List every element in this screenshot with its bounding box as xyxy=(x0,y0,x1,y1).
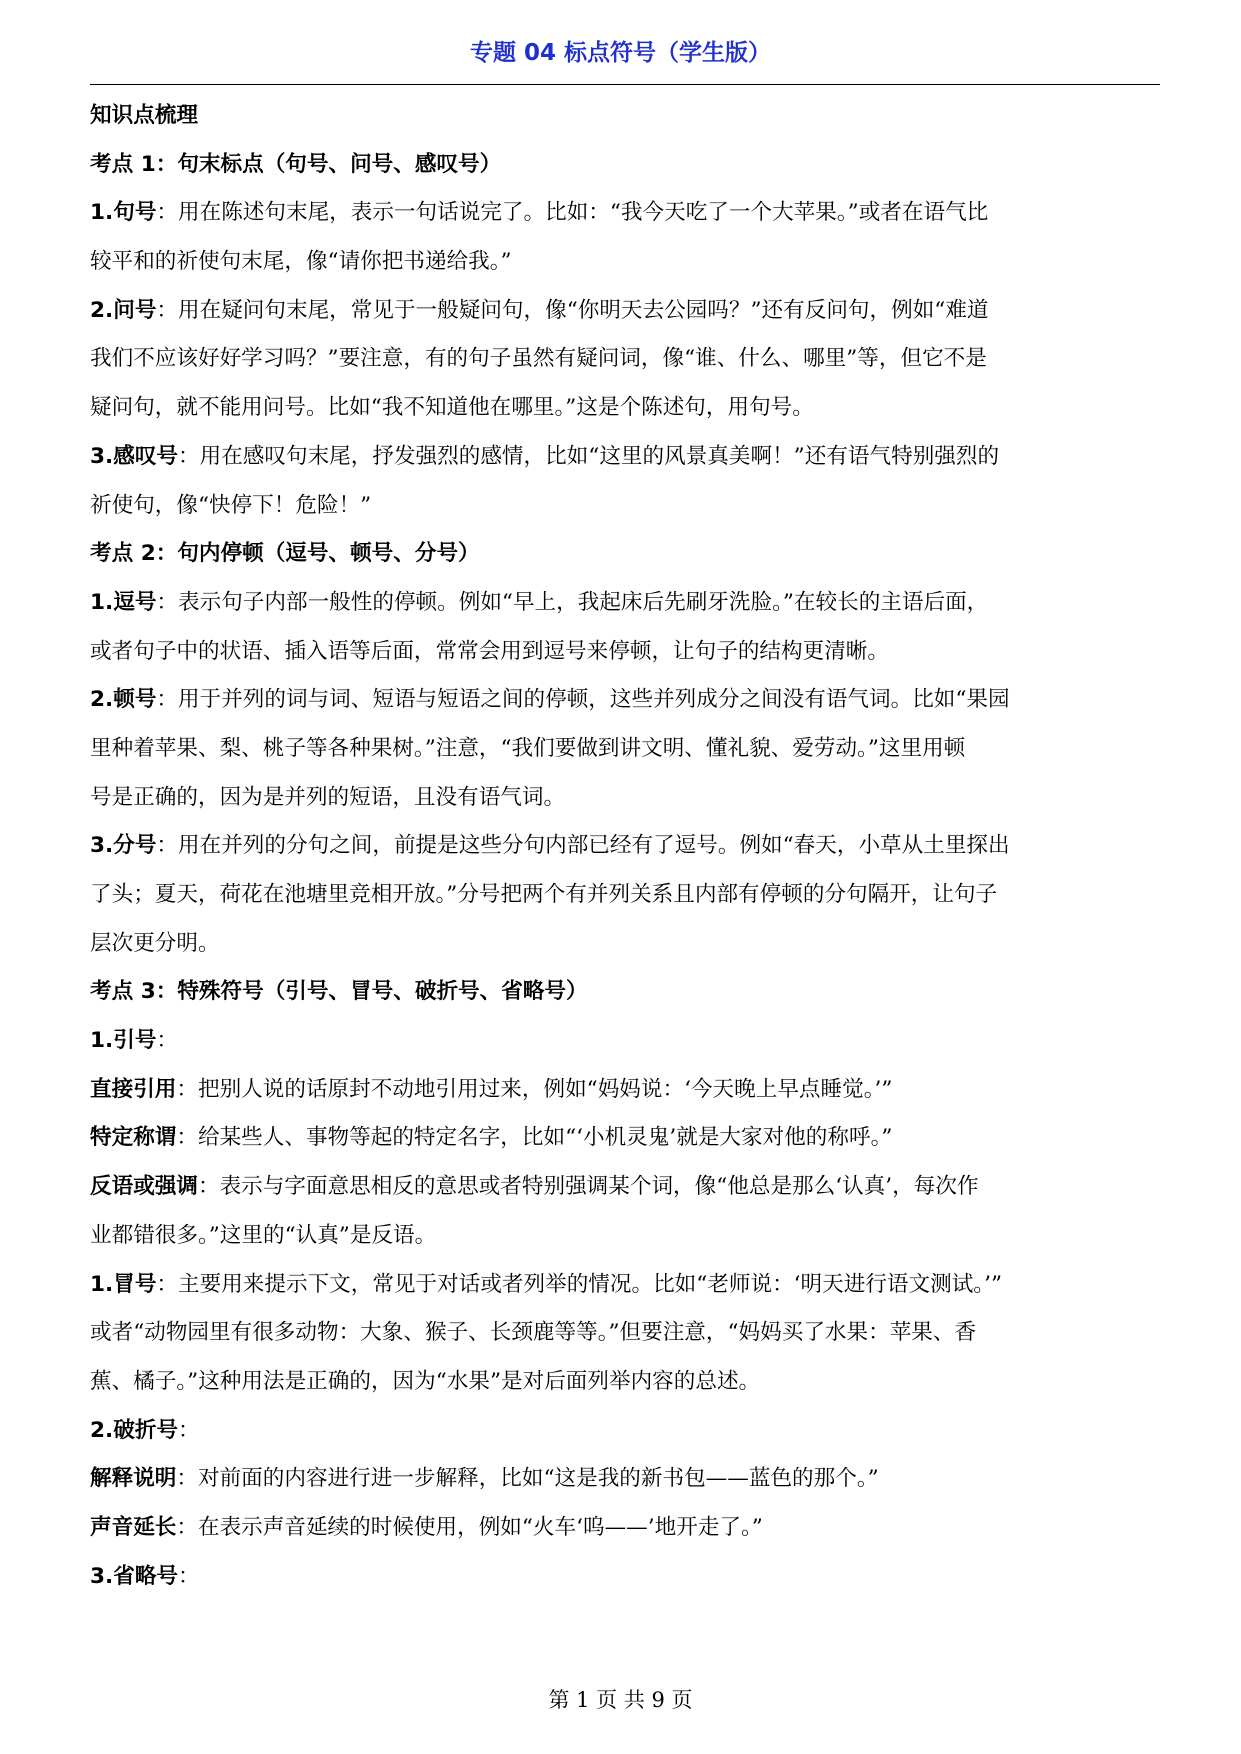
line-text: ：表示与字面意思相反的意思或者特别强调某个词，像“他总是那么‘认真’，每次作 xyxy=(197,1174,979,1200)
term-label: 声音延长 xyxy=(90,1514,177,1540)
text-line xyxy=(90,189,1160,238)
heading-text: 考点 1：句末标点（句号、问号、感叹号） xyxy=(90,151,502,177)
term-label: 反语或强调 xyxy=(90,1174,198,1200)
text-line xyxy=(90,1309,1160,1358)
line-text: ：用在陈述句末尾，表示一句话说完了。比如：“我今天吃了一个大苹果。”或者在语气比 xyxy=(156,200,989,226)
term-label: 3.省略号 xyxy=(90,1563,179,1589)
text-line xyxy=(90,433,1160,482)
line-text: ： xyxy=(156,1028,179,1054)
term-label: 3.分号 xyxy=(90,833,157,859)
line-text: ：把别人说的话原封不动地引用过来，例如“妈妈说：‘今天晚上早点睡觉。’” xyxy=(176,1076,893,1102)
term-label: 2.破折号 xyxy=(90,1417,179,1443)
line-text: ：主要用来提示下文，常见于对话或者列举的情况。比如“老师说：‘明天进行语文测试。’” xyxy=(156,1271,1002,1297)
section-heading xyxy=(90,141,1160,190)
section-heading xyxy=(90,92,1160,141)
heading-text: 知识点梳理 xyxy=(90,103,198,128)
line-text: ：给某些人、事物等起的特定名字，比如“‘小机灵鬼’就是大家对他的称呼。” xyxy=(176,1125,893,1151)
line-text: 或者“动物园里有很多动物：大象、猴子、长颈鹿等等。”但要注意，“妈妈买了水果：苹果、香 xyxy=(90,1320,977,1346)
section-heading xyxy=(90,530,1160,579)
page-footer: 第 1 页 共 9 页 xyxy=(548,1688,693,1712)
text-line xyxy=(90,1066,1160,1115)
text-line xyxy=(90,920,1160,969)
line-text: ：用在疑问句末尾，常见于一般疑问句，像“你明天去公园吗？”还有反问句，例如“难道 xyxy=(156,297,989,323)
text-line xyxy=(90,287,1160,336)
line-text: 号是正确的，因为是并列的短语，且没有语气词。 xyxy=(90,784,566,810)
text-line xyxy=(90,1407,1160,1456)
text-line xyxy=(90,335,1160,384)
document-body xyxy=(90,92,1160,1601)
line-text: ： xyxy=(178,1417,200,1443)
line-text: 较平和的祈使句末尾，像“请你把书递给我。” xyxy=(90,249,512,275)
line-text: 疑问句，就不能用问号。比如“我不知道他在哪里。”这是个陈述句，用句号。 xyxy=(90,395,814,421)
section-heading xyxy=(90,968,1160,1017)
page-header-title: 专题 04 标点符号（学生版） xyxy=(469,40,772,66)
term-label: 1.逗号 xyxy=(90,589,157,615)
line-text: 了头；夏天，荷花在池塘里竞相开放。”分号把两个有并列关系且内部有停顿的分句隔开，让句子 xyxy=(90,882,998,907)
line-text: 我们不应该好好学习吗？”要注意，有的句子虽然有疑问词，像“谁、什么、哪里”等，但它不是 xyxy=(90,346,987,372)
heading-text: 考点 3：特殊符号（引号、冒号、破折号、省略号） xyxy=(90,979,588,1005)
term-label: 1.句号 xyxy=(90,200,157,226)
text-line xyxy=(90,1553,1160,1602)
line-text: 里种着苹果、梨、桃子等各种果树。”注意，“我们要做到讲文明、懂礼貌、爱劳动。”这里用顿 xyxy=(90,735,966,761)
text-line xyxy=(90,1261,1160,1310)
line-text: ：表示句子内部一般性的停顿。例如“早上，我起床后先刷牙洗脸。”在较长的主语后面， xyxy=(156,589,989,615)
text-line xyxy=(90,238,1160,287)
text-line xyxy=(90,1504,1160,1553)
text-line xyxy=(90,676,1160,725)
line-text: ： xyxy=(178,1563,200,1589)
heading-text: 考点 2：句内停顿（逗号、顿号、分号） xyxy=(90,541,480,567)
text-line xyxy=(90,628,1160,677)
text-line xyxy=(90,822,1160,871)
text-line xyxy=(90,384,1160,433)
text-line xyxy=(90,774,1160,823)
line-text: ：用在感叹句末尾，抒发强烈的感情，比如“这里的风景真美啊！”还有语气特别强烈的 xyxy=(178,443,1000,469)
text-line xyxy=(90,1114,1160,1163)
text-line xyxy=(90,482,1160,531)
line-text: 或者句子中的状语、插入语等后面，常常会用到逗号来停顿，让句子的结构更清晰。 xyxy=(90,638,889,664)
text-line xyxy=(90,579,1160,628)
term-label: 2.问号 xyxy=(90,297,157,323)
term-label: 1.冒号 xyxy=(90,1271,157,1297)
line-text: 蕉、橘子。”这种用法是正确的，因为“水果”是对后面列举内容的总述。 xyxy=(90,1368,761,1394)
text-line xyxy=(90,725,1160,774)
line-text: ：在表示声音延续的时候使用，例如“火车‘呜——’地开走了。” xyxy=(176,1514,763,1540)
line-text: 层次更分明。 xyxy=(90,930,220,956)
text-line xyxy=(90,871,1160,920)
term-label: 解释说明 xyxy=(90,1466,177,1492)
line-text: 祈使句，像“快停下！危险！” xyxy=(90,492,372,518)
line-text: 业都错很多。”这里的“认真”是反语。 xyxy=(90,1222,437,1248)
text-line xyxy=(90,1017,1160,1066)
line-text: ：用于并列的词与词、短语与短语之间的停顿，这些并列成分之间没有语气词。比如“果园 xyxy=(156,687,1010,713)
term-label: 2.顿号 xyxy=(90,687,157,713)
term-label: 1.引号 xyxy=(90,1028,157,1054)
term-label: 3.感叹号 xyxy=(90,443,179,469)
line-text: ：用在并列的分句之间，前提是这些分句内部已经有了逗号。例如“春天，小草从土里探出 xyxy=(156,833,1010,859)
text-line xyxy=(90,1358,1160,1407)
term-label: 特定称谓 xyxy=(90,1125,177,1151)
text-line xyxy=(90,1212,1160,1261)
text-line xyxy=(90,1163,1160,1212)
header-rule xyxy=(90,84,1160,85)
line-text: ：对前面的内容进行进一步解释，比如“这是我的新书包——蓝色的那个。” xyxy=(176,1466,879,1492)
text-line xyxy=(90,1455,1160,1504)
term-label: 直接引用 xyxy=(90,1076,177,1102)
